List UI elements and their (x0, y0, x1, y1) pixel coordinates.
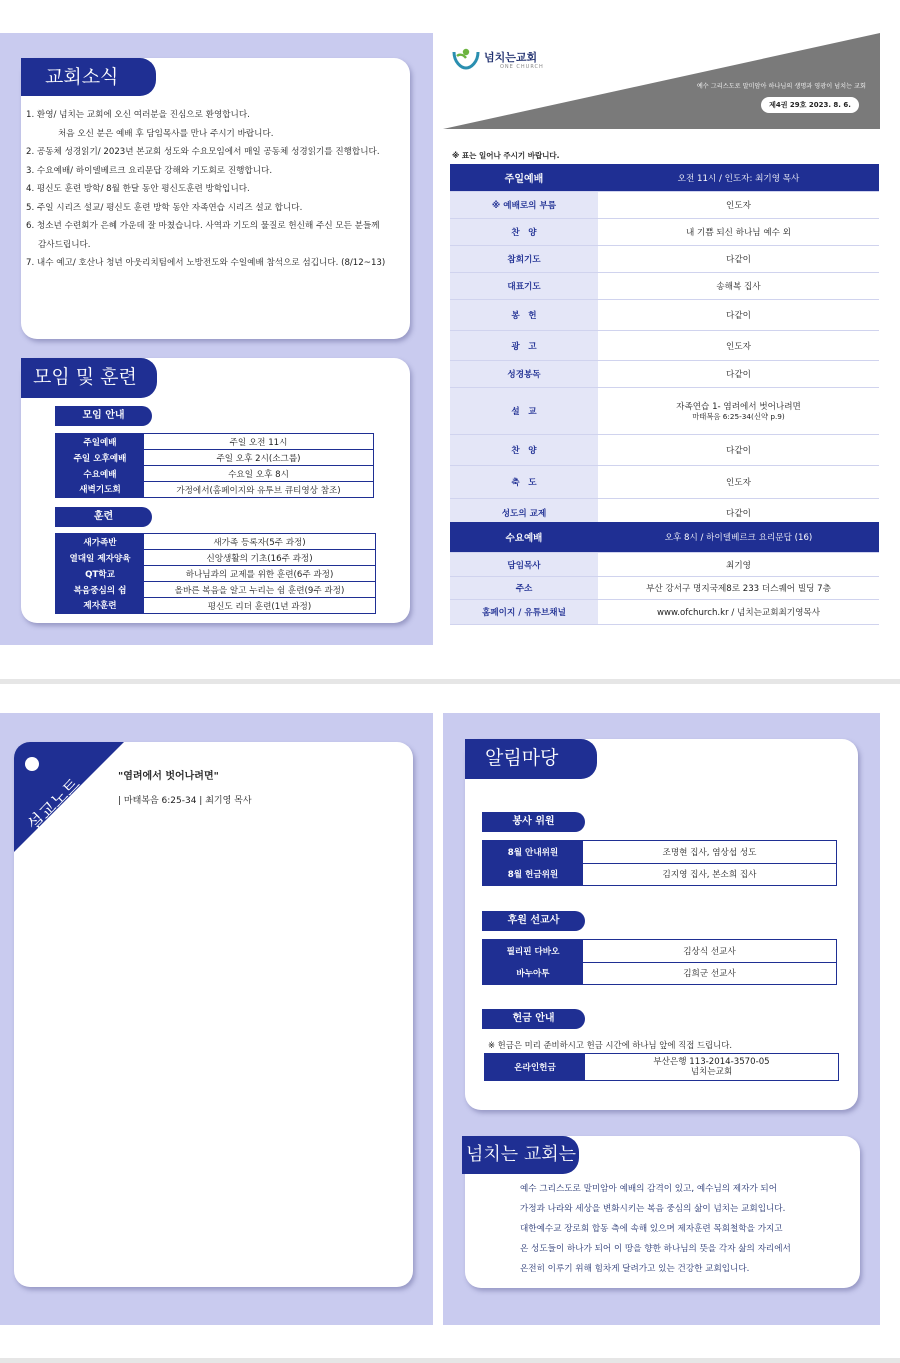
church-motto: 예수 그리스도로 말미암아 하나님의 생명과 영광이 넘치는 교회 (696, 83, 866, 90)
offering-table (484, 1053, 839, 1081)
table-row: 주일 오후예배 주일 오후 2시(소그룹) (56, 450, 374, 466)
wednesday-worship-table (450, 522, 879, 625)
table-row: 찬 양 다같이 (450, 435, 879, 466)
table-row: 제자훈련 평신도 리더 훈련(1년 과정) (56, 598, 376, 614)
sermon-note-reference: | 마태복음 6:25-34 | 최기영 목사 (118, 796, 252, 806)
training-table (55, 533, 376, 614)
table-row: 대표기도 송해복 집사 (450, 273, 879, 300)
sermon-reference: 마태복음 6:25-34(신약 p.9) (692, 412, 785, 421)
table-row: 찬 양 내 기쁨 되신 하나님 예수 외 (450, 219, 879, 246)
church-logo-icon (451, 44, 481, 72)
about-line: 예수 그리스도로 말미암아 예배의 감격이 있고, 예수님의 제자가 되어 (520, 1184, 778, 1194)
mission-label: 후원 선교사 (482, 911, 585, 931)
news-title: 교회소식 (21, 58, 156, 96)
table-row: 8월 안내위원 조명현 집사, 염상섭 성도 (483, 841, 837, 864)
table-row: 수요예배 수요일 오후 8시 (56, 466, 374, 482)
table-row: 새가족반 새가족 등록자(5주 과정) (56, 534, 376, 550)
sunday-worship-table (450, 164, 879, 528)
table-row: 복음중심의 쉼 올바른 복음을 알고 누리는 쉼 훈련(9주 과정) (56, 582, 376, 598)
table-row: 8월 헌금위원 김지영 집사, 본소희 집사 (483, 863, 837, 886)
table-row: 주소 부산 강서구 명지국제8로 233 더스퀘어 빌딩 7층 (450, 577, 879, 600)
table-row: 담임목사 최기영 (450, 553, 879, 577)
about-line: 온 성도들이 하나가 되어 이 땅을 향한 하나님의 뜻을 각자 삶의 자리에서 (520, 1244, 791, 1254)
table-row: 홈페이지 / 유튜브채널 www.ofchurch.kr / 넘치는교회최기영목사 (450, 600, 879, 625)
church-logo-text: 넘치는교회 (484, 51, 538, 64)
bulletin-sheet-front (0, 0, 900, 680)
table-header-row: 수요예배 오후 8시 / 하이델베르크 요리문답 (16) (450, 522, 879, 553)
news-item: 3. 수요예배/ 하이델베르크 요리문답 강해와 기도회로 진행합니다. (26, 165, 273, 176)
table-row: 설 교 자족연습 1- 염려에서 벗어나려면 마태복음 6:25-34(신약 p.9) (450, 388, 879, 435)
table-row: 성도의 교제 다같이 (450, 499, 879, 528)
bulletin-sheet-back (0, 685, 900, 1355)
meetings-title: 모임 및 훈련 (21, 358, 157, 398)
training-label: 훈련 (55, 507, 152, 527)
offering-label: 헌금 안내 (482, 1009, 585, 1029)
notice-title: 알림마당 (465, 739, 597, 779)
about-line: 대한예수교 장로회 합동 측에 속해 있으며 제자훈련 목회철학을 가지고 (520, 1224, 783, 1234)
bank-account: 부산은행 113-2014-3570-05 (653, 1057, 770, 1067)
table-row: QT학교 하나님과의 교제를 위한 훈련(6주 과정) (56, 566, 376, 582)
sermon-note-title: "염려에서 벗어나려면" (118, 771, 219, 782)
table-row: 광 고 인도자 (450, 331, 879, 361)
meeting-guide-label: 모임 안내 (55, 406, 152, 426)
standing-note: ※ 표는 일어나 주시기 바랍니다. (452, 151, 560, 160)
about-text (520, 1179, 791, 1279)
table-row: 열대일 제자양육 신앙생활의 기초(16주 과정) (56, 550, 376, 566)
about-title: 넘치는 교회는 (462, 1136, 579, 1174)
about-line: 온전히 이루기 위해 힘차게 달려가고 있는 건강한 교회입니다. (520, 1264, 750, 1274)
issue-badge: 제4권 29호 2023. 8. 6. (761, 97, 859, 113)
table-row: 바누아투 김희군 선교사 (483, 962, 837, 985)
news-item: 2. 공동체 성경읽기/ 2023년 본교회 성도와 수요모임에서 매일 공동체 성경읽기를 진행합니다. (26, 147, 380, 157)
news-item: 감사드립니다. (38, 239, 91, 250)
table-row: 새벽기도회 가정에서(홈페이지와 유투브 큐티영상 참조) (56, 482, 374, 498)
meeting-guide-table (55, 433, 374, 498)
church-logo-sub: ONE CHURCH (500, 64, 544, 70)
about-line: 가정과 나라와 세상을 변화시키는 복음 중심의 삶이 넘치는 교회입니다. (520, 1204, 786, 1214)
table-row: 필리핀 다바오 김상식 선교사 (483, 940, 837, 963)
sermon-title: 자족연습 1- 염려에서 벗어나려면 (676, 402, 801, 412)
news-item: 5. 주일 시리즈 설교/ 평신도 훈련 방학 동안 자족연습 시리즈 설교 합니다. (26, 202, 303, 213)
table-row: 봉 헌 다같이 (450, 300, 879, 331)
sermon-note-tab: 설교노트 (23, 774, 85, 836)
table-row: 참회기도 다같이 (450, 246, 879, 273)
news-item: 4. 평신도 훈련 방학/ 8월 한달 동안 평신도훈련 방학입니다. (26, 184, 250, 194)
table-row: 축 도 인도자 (450, 466, 879, 499)
sermon-note-card (14, 742, 413, 1287)
news-item: 7. 내수 예고/ 호산나 청년 아웃리치팀에서 노방전도와 수일예배 참석으로 섬깁니다. (8/12~13) (26, 258, 386, 268)
table-row: 성경봉독 다같이 (450, 361, 879, 388)
news-item: 1. 환영/ 넘치는 교회에 오신 여러분을 진심으로 환영합니다. (26, 110, 250, 120)
news-item: 6. 청소년 수련회가 은혜 가운데 잘 마쳤습니다. 사역과 기도의 물질로 헌신해 주신 모든 분들께 (26, 221, 380, 231)
serve-label: 봉사 위원 (482, 812, 585, 832)
news-item: 처음 오신 분은 예배 후 담임목사를 만나 주시기 바랍니다. (58, 128, 274, 139)
serve-table (482, 840, 837, 886)
news-list (26, 106, 406, 273)
offering-note: ※ 헌금은 미리 준비하시고 헌금 시간에 하나님 앞에 직접 드립니다. (488, 1040, 732, 1050)
table-row: 온라인헌금 부산은행 113-2014-3570-05 넘치는교회 (485, 1054, 839, 1081)
table-header-row: 주일예배 오전 11시 / 인도자: 최기영 목사 (450, 164, 879, 192)
table-row: 주일예배 주일 오전 11시 (56, 434, 374, 450)
account-holder: 넘치는교회 (690, 1067, 733, 1077)
mission-table (482, 939, 837, 985)
table-row: ※ 예배로의 부름 인도자 (450, 192, 879, 219)
